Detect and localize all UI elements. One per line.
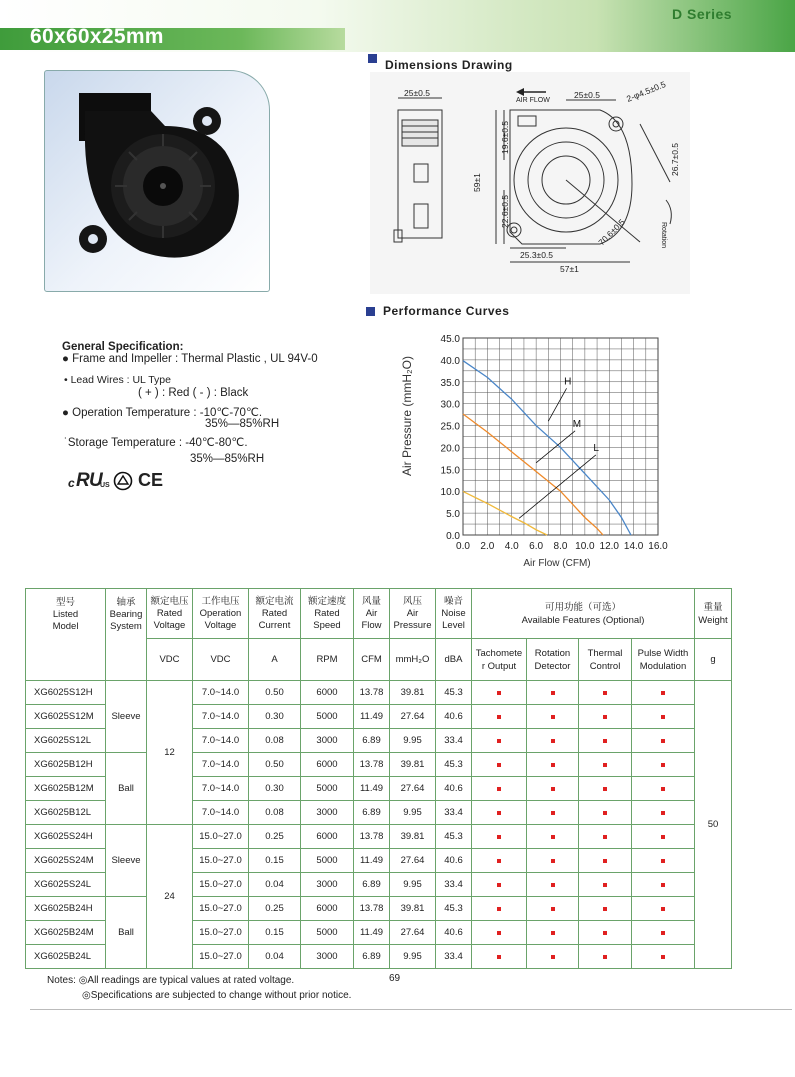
spec-heading: General Specification: xyxy=(62,341,184,353)
feature-available-mark xyxy=(472,897,527,921)
model-cell: XG6025B24H xyxy=(26,897,106,921)
speed-cell: 5000 xyxy=(301,777,354,801)
noise-cell: 40.6 xyxy=(436,705,472,729)
y-tick-label: 10.0 xyxy=(440,487,460,499)
noise-cell: 40.6 xyxy=(436,921,472,945)
airflow-cell: 13.78 xyxy=(354,681,390,705)
y-tick-label: 30.0 xyxy=(440,399,460,411)
header-air-pressure: 风压 Air Pressure xyxy=(390,589,436,639)
airflow-cell: 11.49 xyxy=(354,849,390,873)
noise-cell: 33.4 xyxy=(436,801,472,825)
header-bearing: 轴承 Bearing System xyxy=(106,589,147,681)
y-tick-label: 40.0 xyxy=(440,355,460,367)
feature-available-mark xyxy=(527,753,579,777)
current-cell: 0.04 xyxy=(249,945,301,969)
airflow-cell: 11.49 xyxy=(354,777,390,801)
bearing-cell: Ball xyxy=(106,753,147,825)
page-title: 60x60x25mm xyxy=(30,25,164,48)
model-cell: XG6025S24H xyxy=(26,825,106,849)
product-photo xyxy=(44,70,270,292)
spec-lead2: ( + ) : Red ( - ) : Black xyxy=(138,387,249,399)
dim-b2: 57±1 xyxy=(560,264,579,274)
ce-mark-icon: CE xyxy=(138,470,164,490)
x-tick-label: 14.0 xyxy=(623,541,644,552)
table-row xyxy=(26,897,732,921)
spec-frame: ● Frame and Impeller : Thermal Plastic , UL 94V-0 xyxy=(62,353,318,365)
airflow-cell: 11.49 xyxy=(354,921,390,945)
feature-available-mark xyxy=(579,945,632,969)
feature-available-mark xyxy=(472,801,527,825)
speed-cell: 3000 xyxy=(301,729,354,753)
model-cell: XG6025B24L xyxy=(26,945,106,969)
ul-logo-icon: R xyxy=(76,470,88,491)
table-row xyxy=(26,681,732,705)
red-dot-icon xyxy=(603,811,607,815)
current-cell: 0.25 xyxy=(249,897,301,921)
noise-cell: 45.3 xyxy=(436,753,472,777)
red-dot-icon xyxy=(661,763,665,767)
airflow-cell: 6.89 xyxy=(354,729,390,753)
notes xyxy=(47,973,351,1003)
pressure-cell: 39.81 xyxy=(390,897,436,921)
feature-available-mark xyxy=(472,777,527,801)
red-dot-icon xyxy=(661,715,665,719)
feature-available-mark xyxy=(579,921,632,945)
feature-available-mark xyxy=(632,921,695,945)
x-tick-label: 6.0 xyxy=(529,541,544,552)
red-dot-icon xyxy=(551,715,555,719)
red-dot-icon xyxy=(551,739,555,743)
x-tick-label: 8.0 xyxy=(553,541,568,552)
y-tick-label: 0.0 xyxy=(446,531,460,542)
red-dot-icon xyxy=(661,859,665,863)
red-dot-icon xyxy=(661,835,665,839)
operation-voltage-cell: 15.0~27.0 xyxy=(193,945,249,969)
unit-vdc: VDC xyxy=(193,639,249,681)
feature-available-mark xyxy=(472,873,527,897)
section-marker xyxy=(368,54,377,63)
noise-cell: 33.4 xyxy=(436,945,472,969)
red-dot-icon xyxy=(661,811,665,815)
unit-rpm: RPM xyxy=(301,639,354,681)
model-cell: XG6025B12H xyxy=(26,753,106,777)
rotation-label: Rotation xyxy=(660,222,667,249)
feature-available-mark xyxy=(472,753,527,777)
feature-available-mark xyxy=(472,825,527,849)
pressure-cell: 27.64 xyxy=(390,705,436,729)
operation-voltage-cell: 15.0~27.0 xyxy=(193,825,249,849)
header-noise: 噪音 Noise Level xyxy=(436,589,472,639)
pressure-cell: 9.95 xyxy=(390,873,436,897)
speed-cell: 6000 xyxy=(301,753,354,777)
unit-g: g xyxy=(695,639,732,681)
x-tick-label: 0.0 xyxy=(456,541,470,552)
dimensions-heading: Dimensions Drawing xyxy=(385,58,513,72)
red-dot-icon xyxy=(603,739,607,743)
weight-cell: 50 xyxy=(695,681,732,969)
feature-available-mark xyxy=(527,801,579,825)
operation-voltage-cell: 15.0~27.0 xyxy=(193,897,249,921)
performance-heading: Performance Curves xyxy=(383,304,510,318)
bearing-cell: Sleeve xyxy=(106,681,147,753)
red-dot-icon xyxy=(603,715,607,719)
feature-rotation-detector: Rotation Detector xyxy=(527,639,579,681)
model-cell: XG6025S12L xyxy=(26,729,106,753)
feature-available-mark xyxy=(472,729,527,753)
x-tick-label: 16.0 xyxy=(648,541,668,552)
model-cell: XG6025B12L xyxy=(26,801,106,825)
air-flow-label: AIR FLOW xyxy=(516,97,550,104)
unit-mmh2o: mmH₂O xyxy=(390,639,436,681)
red-dot-icon xyxy=(603,907,607,911)
red-dot-icon xyxy=(551,787,555,791)
red-dot-icon xyxy=(603,955,607,959)
spec-op-temp: ● Operation Temperature : -10℃-70℃. xyxy=(62,407,263,419)
red-dot-icon xyxy=(497,811,501,815)
red-dot-icon xyxy=(551,907,555,911)
red-dot-icon xyxy=(603,835,607,839)
feature-available-mark xyxy=(527,945,579,969)
pressure-cell: 9.95 xyxy=(390,801,436,825)
feature-available-mark xyxy=(579,801,632,825)
red-dot-icon xyxy=(661,691,665,695)
current-cell: 0.04 xyxy=(249,873,301,897)
red-dot-icon xyxy=(603,763,607,767)
feature-available-mark xyxy=(527,873,579,897)
red-dot-icon xyxy=(497,955,501,959)
header-rated-current: 额定电流 Rated Current xyxy=(249,589,301,639)
feature-available-mark xyxy=(579,705,632,729)
current-cell: 0.15 xyxy=(249,921,301,945)
feature-available-mark xyxy=(527,897,579,921)
y-tick-label: 25.0 xyxy=(440,421,460,433)
operation-voltage-cell: 7.0~14.0 xyxy=(193,801,249,825)
x-tick-label: 2.0 xyxy=(480,541,495,552)
feature-available-mark xyxy=(579,753,632,777)
red-dot-icon xyxy=(497,787,501,791)
operation-voltage-cell: 7.0~14.0 xyxy=(193,705,249,729)
model-cell: XG6025S24L xyxy=(26,873,106,897)
feature-available-mark xyxy=(527,705,579,729)
y-tick-label: 20.0 xyxy=(440,443,460,455)
feature-available-mark xyxy=(579,777,632,801)
feature-available-mark xyxy=(632,753,695,777)
red-dot-icon xyxy=(497,715,501,719)
feature-available-mark xyxy=(632,801,695,825)
speed-cell: 3000 xyxy=(301,873,354,897)
y-tick-label: 5.0 xyxy=(446,509,460,521)
feature-available-mark xyxy=(632,705,695,729)
red-dot-icon xyxy=(603,691,607,695)
pressure-cell: 9.95 xyxy=(390,945,436,969)
rated-voltage-cell: 24 xyxy=(147,825,193,969)
pressure-cell: 9.95 xyxy=(390,729,436,753)
model-cell: XG6025S12M xyxy=(26,705,106,729)
red-dot-icon xyxy=(551,691,555,695)
airflow-cell: 13.78 xyxy=(354,825,390,849)
pressure-cell: 27.64 xyxy=(390,921,436,945)
y-tick-label: 35.0 xyxy=(440,377,460,389)
current-cell: 0.30 xyxy=(249,705,301,729)
operation-voltage-cell: 15.0~27.0 xyxy=(193,873,249,897)
cul-mark-us: US xyxy=(100,482,110,489)
operation-voltage-cell: 7.0~14.0 xyxy=(193,729,249,753)
bearing-cell: Ball xyxy=(106,897,147,969)
certification-logos xyxy=(68,470,188,494)
red-dot-icon xyxy=(661,907,665,911)
feature-tachometer: Tachomete r Output xyxy=(472,639,527,681)
airflow-cell: 6.89 xyxy=(354,801,390,825)
note-1: ◎All readings are typical values at rated voltage. xyxy=(78,975,295,986)
feature-available-mark xyxy=(527,777,579,801)
red-dot-icon xyxy=(661,955,665,959)
feature-available-mark xyxy=(579,897,632,921)
header-features: 可用功能（可选） Available Features (Optional) xyxy=(472,589,695,639)
model-cell: XG6025S24M xyxy=(26,849,106,873)
current-cell: 0.08 xyxy=(249,729,301,753)
current-cell: 0.15 xyxy=(249,849,301,873)
red-dot-icon xyxy=(497,883,501,887)
airflow-cell: 13.78 xyxy=(354,753,390,777)
pressure-cell: 27.64 xyxy=(390,777,436,801)
operation-voltage-cell: 7.0~14.0 xyxy=(193,777,249,801)
red-dot-icon xyxy=(603,787,607,791)
spec-op-temp-text: Operation Temperature : -10℃-70℃. xyxy=(72,407,263,419)
header-air-flow: 风量 Air Flow xyxy=(354,589,390,639)
red-dot-icon xyxy=(603,883,607,887)
spec-lead-text: Lead Wires : UL Type xyxy=(70,374,171,386)
feature-available-mark xyxy=(472,705,527,729)
spec-op-rh: 35%—85%RH xyxy=(205,418,280,430)
red-dot-icon xyxy=(661,883,665,887)
feature-available-mark xyxy=(527,849,579,873)
unit-cfm: CFM xyxy=(354,639,390,681)
airflow-cell: 13.78 xyxy=(354,897,390,921)
dim-d1: 70.6±0.5 xyxy=(596,216,627,248)
speed-cell: 5000 xyxy=(301,705,354,729)
x-tick-label: 4.0 xyxy=(504,541,519,552)
spec-st-temp-text: Storage Temperature : -40℃-80℃. xyxy=(67,437,248,449)
spec-st-temp: ˙Storage Temperature : -40℃-80℃. xyxy=(64,437,248,449)
red-dot-icon xyxy=(661,739,665,743)
pressure-cell: 39.81 xyxy=(390,825,436,849)
model-cell: XG6025B24M xyxy=(26,921,106,945)
operation-voltage-cell: 15.0~27.0 xyxy=(193,849,249,873)
x-tick-label: 12.0 xyxy=(599,541,619,552)
current-cell: 0.50 xyxy=(249,753,301,777)
red-dot-icon xyxy=(497,691,501,695)
pressure-cell: 27.64 xyxy=(390,849,436,873)
dim-w2: 25±0.5 xyxy=(574,90,600,100)
x-tick-label: 10.0 xyxy=(575,541,595,552)
spec-st-rh: 35%—85%RH xyxy=(190,453,265,465)
general-specification xyxy=(62,340,362,480)
series-label-H: H xyxy=(564,376,572,388)
unit-vdc: VDC xyxy=(147,639,193,681)
notes-label: Notes: xyxy=(47,975,76,986)
feature-available-mark xyxy=(472,921,527,945)
cul-mark-c: c xyxy=(68,476,75,490)
feature-available-mark xyxy=(527,729,579,753)
operation-voltage-cell: 7.0~14.0 xyxy=(193,753,249,777)
feature-available-mark xyxy=(632,825,695,849)
blower-fan-image xyxy=(45,71,269,291)
current-cell: 0.50 xyxy=(249,681,301,705)
red-dot-icon xyxy=(661,931,665,935)
feature-available-mark xyxy=(579,681,632,705)
bearing-cell: Sleeve xyxy=(106,825,147,897)
operation-voltage-cell: 15.0~27.0 xyxy=(193,921,249,945)
pressure-cell: 39.81 xyxy=(390,681,436,705)
feature-available-mark xyxy=(632,873,695,897)
speed-cell: 3000 xyxy=(301,801,354,825)
tuv-icon xyxy=(113,471,133,491)
red-dot-icon xyxy=(551,811,555,815)
header-operation-voltage: 工作电压 Operation Voltage xyxy=(193,589,249,639)
red-dot-icon xyxy=(551,931,555,935)
feature-available-mark xyxy=(579,849,632,873)
red-dot-icon xyxy=(497,931,501,935)
current-cell: 0.08 xyxy=(249,801,301,825)
unit-a: A xyxy=(249,639,301,681)
header-rated-voltage: 额定电压 Rated Voltage xyxy=(147,589,193,639)
noise-cell: 33.4 xyxy=(436,873,472,897)
red-dot-icon xyxy=(551,955,555,959)
dim-b1: 25.3±0.5 xyxy=(520,250,554,260)
feature-available-mark xyxy=(527,825,579,849)
noise-cell: 45.3 xyxy=(436,681,472,705)
series-label: D Series xyxy=(672,6,733,22)
table-row xyxy=(26,753,732,777)
feature-thermal-control: Thermal Control xyxy=(579,639,632,681)
feature-available-mark xyxy=(527,681,579,705)
model-cell: XG6025S12H xyxy=(26,681,106,705)
header-model: 型号 Listed Model xyxy=(26,589,106,681)
rated-voltage-cell: 12 xyxy=(147,681,193,825)
feature-available-mark xyxy=(579,825,632,849)
pressure-cell: 39.81 xyxy=(390,753,436,777)
speed-cell: 6000 xyxy=(301,825,354,849)
red-dot-icon xyxy=(661,787,665,791)
red-dot-icon xyxy=(603,859,607,863)
feature-available-mark xyxy=(527,921,579,945)
chart-xlabel: Air Flow (CFM) xyxy=(523,558,591,569)
operation-voltage-cell: 7.0~14.0 xyxy=(193,681,249,705)
y-tick-label: 15.0 xyxy=(440,465,460,477)
dim-w1: 25±0.5 xyxy=(404,88,430,98)
feature-available-mark xyxy=(632,777,695,801)
airflow-cell: 6.89 xyxy=(354,945,390,969)
feature-available-mark xyxy=(472,681,527,705)
red-dot-icon xyxy=(497,859,501,863)
speed-cell: 6000 xyxy=(301,681,354,705)
chart-ylabel: Air Pressure (mmH₂O) xyxy=(400,356,414,476)
note-2: ◎Specifications are subjected to change without prior notice. xyxy=(82,990,352,1001)
section-marker xyxy=(366,307,375,316)
dimensions-drawing xyxy=(370,72,690,294)
header-weight: 重量 Weight xyxy=(695,589,732,639)
red-dot-icon xyxy=(551,763,555,767)
red-dot-icon xyxy=(497,835,501,839)
speed-cell: 6000 xyxy=(301,897,354,921)
dim-h2: 59±1 xyxy=(472,173,482,192)
spec-table xyxy=(25,588,732,969)
red-dot-icon xyxy=(603,931,607,935)
footer-divider xyxy=(30,1009,792,1010)
spec-lead: • Lead Wires : UL Type xyxy=(64,374,171,386)
dim-h4: 26.7±0.5 xyxy=(670,142,680,176)
red-dot-icon xyxy=(551,883,555,887)
feature-available-mark xyxy=(632,897,695,921)
feature-available-mark xyxy=(472,945,527,969)
speed-cell: 3000 xyxy=(301,945,354,969)
feature-available-mark xyxy=(579,873,632,897)
unit-dba: dBA xyxy=(436,639,472,681)
dim-h3: 22.6±0.5 xyxy=(500,194,510,228)
series-label-M: M xyxy=(572,418,582,430)
dim-hole: 2-φ4.5±0.5 xyxy=(625,79,668,104)
noise-cell: 40.6 xyxy=(436,849,472,873)
noise-cell: 33.4 xyxy=(436,729,472,753)
series-label-L: L xyxy=(593,442,599,454)
red-dot-icon xyxy=(551,835,555,839)
ul-logo-icon-u: U xyxy=(89,470,101,491)
y-tick-label: 45.0 xyxy=(440,334,460,345)
speed-cell: 5000 xyxy=(301,849,354,873)
airflow-cell: 11.49 xyxy=(354,705,390,729)
red-dot-icon xyxy=(497,763,501,767)
header-rated-speed: 额定速度 Rated Speed xyxy=(301,589,354,639)
feature-available-mark xyxy=(579,729,632,753)
feature-available-mark xyxy=(632,945,695,969)
table-row xyxy=(26,825,732,849)
feature-pwm: Pulse Width Modulation xyxy=(632,639,695,681)
page-number: 69 xyxy=(389,973,401,984)
feature-available-mark xyxy=(472,849,527,873)
feature-available-mark xyxy=(632,849,695,873)
red-dot-icon xyxy=(551,859,555,863)
red-dot-icon xyxy=(497,739,501,743)
current-cell: 0.25 xyxy=(249,825,301,849)
noise-cell: 40.6 xyxy=(436,777,472,801)
airflow-cell: 6.89 xyxy=(354,873,390,897)
model-cell: XG6025B12M xyxy=(26,777,106,801)
current-cell: 0.30 xyxy=(249,777,301,801)
speed-cell: 5000 xyxy=(301,921,354,945)
red-dot-icon xyxy=(497,907,501,911)
noise-cell: 45.3 xyxy=(436,825,472,849)
noise-cell: 45.3 xyxy=(436,897,472,921)
spec-frame-text: Frame and Impeller : Thermal Plastic , UL 94V-0 xyxy=(72,353,318,365)
performance-chart xyxy=(395,330,680,575)
feature-available-mark xyxy=(632,729,695,753)
dim-h1: 19.6±0.5 xyxy=(500,120,510,154)
feature-available-mark xyxy=(632,681,695,705)
